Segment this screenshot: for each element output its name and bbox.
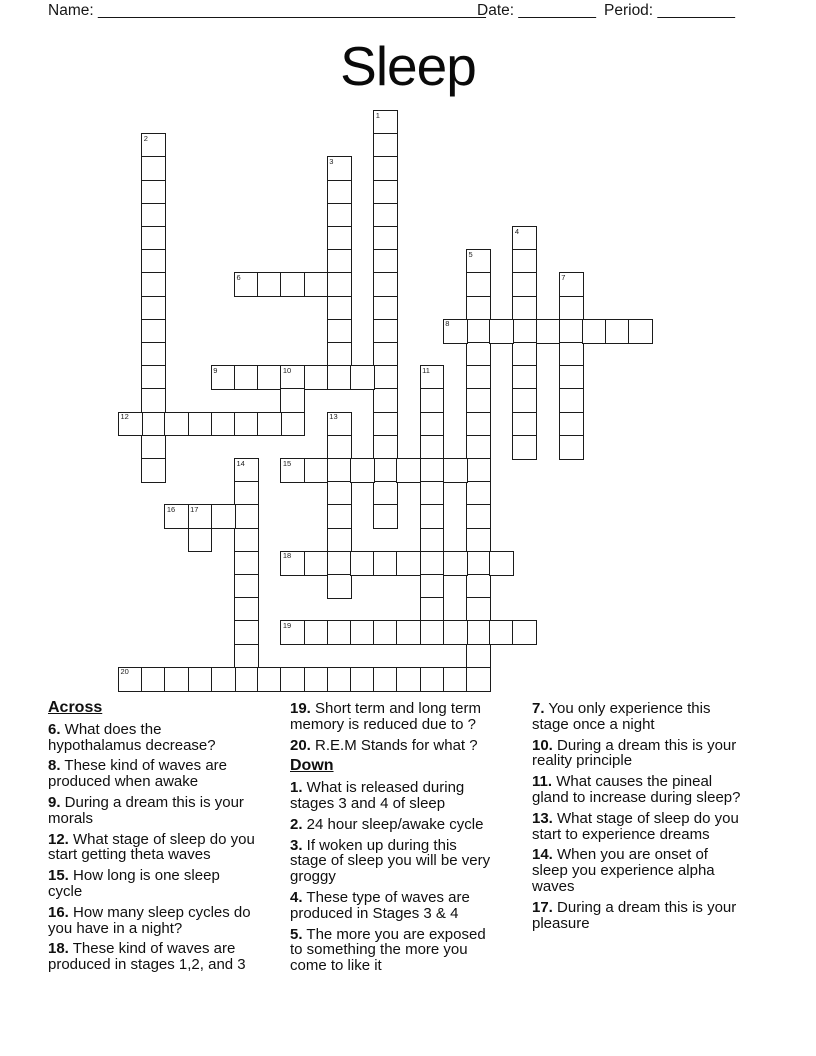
grid-cell[interactable] [466, 597, 491, 622]
grid-cell[interactable] [164, 667, 189, 692]
name-blank[interactable]: _____________________________________________ [97, 2, 486, 19]
grid-cell[interactable] [559, 319, 584, 344]
clue [48, 795, 286, 827]
period-label: Period: [604, 2, 654, 19]
grid-cell[interactable] [466, 504, 491, 529]
grid-cell[interactable] [396, 458, 421, 483]
grid-cell[interactable] [280, 667, 305, 692]
cell-number: 1 [375, 110, 380, 120]
cell-number: 6 [236, 272, 241, 282]
clue-number: 3. [290, 836, 303, 854]
clue-number: 7. [532, 700, 545, 717]
clue-number: 4. [290, 888, 303, 906]
grid-cell[interactable] [350, 365, 375, 390]
clue-text: How long is one sleep cycle [48, 867, 220, 900]
grid-cell[interactable] [141, 458, 166, 483]
grid-cell[interactable] [141, 365, 166, 390]
grid-cell[interactable] [280, 551, 305, 576]
clue [290, 738, 528, 754]
grid-cell[interactable] [512, 620, 537, 645]
grid-cell[interactable] [466, 342, 491, 367]
cell-number: 5 [468, 249, 473, 259]
clue-number: 5. [290, 925, 303, 943]
grid-cell[interactable] [257, 272, 282, 297]
grid-cell[interactable] [234, 644, 259, 669]
grid-cell[interactable] [559, 342, 584, 367]
grid-cell[interactable] [211, 667, 236, 692]
clue-text: What stage of sleep do you start getting theta waves [48, 830, 255, 864]
grid-cell[interactable] [141, 319, 166, 344]
grid-cell[interactable] [327, 180, 352, 205]
cell-number: 19 [282, 620, 292, 630]
grid-cell[interactable] [280, 458, 305, 483]
grid-cell[interactable] [234, 597, 259, 622]
clue [48, 832, 286, 864]
grid-cell[interactable] [420, 528, 445, 553]
grid-cell[interactable] [327, 551, 352, 576]
grid-cell[interactable] [373, 435, 398, 460]
grid-cell[interactable] [443, 551, 468, 576]
clue [532, 847, 774, 894]
grid-cell[interactable] [420, 481, 445, 506]
cell-number: 11 [422, 365, 430, 375]
grid-cell[interactable] [512, 365, 537, 390]
grid-cell[interactable] [373, 620, 398, 645]
grid-cell[interactable] [280, 412, 305, 437]
date-blank[interactable]: _________ [518, 2, 596, 19]
clue [290, 890, 528, 922]
grid-cell[interactable] [559, 412, 584, 437]
grid-cell[interactable] [188, 412, 213, 437]
grid-cell[interactable] [512, 412, 537, 437]
grid-cell[interactable] [327, 458, 352, 483]
grid-cell[interactable] [327, 249, 352, 274]
grid-cell[interactable] [234, 574, 259, 599]
clue-text: What does the hypothalamus decrease? [48, 720, 216, 754]
clue-column [48, 700, 286, 978]
clue-text: What is released during stages 3 and 4 of sleep [290, 779, 465, 812]
name-field [48, 2, 486, 20]
grid-cell[interactable] [466, 365, 491, 390]
clue-text: Short term and long term memory is reduced due to ? [290, 700, 481, 733]
grid-cell[interactable] [257, 412, 282, 437]
cell-number: 10 [282, 365, 292, 375]
grid-cell[interactable] [373, 110, 398, 135]
clue [532, 774, 774, 806]
cell-number: 16 [166, 504, 176, 514]
grid-cell[interactable] [420, 551, 445, 576]
grid-cell[interactable] [304, 272, 329, 297]
clue-number: 11. [532, 773, 553, 791]
clue [532, 738, 774, 770]
grid-cell[interactable] [118, 667, 143, 692]
grid-cell[interactable] [396, 620, 421, 645]
cell-number: 13 [329, 412, 338, 422]
grid-cell[interactable] [188, 504, 213, 529]
name-label: Name: [48, 2, 94, 19]
clue-number: 1. [290, 779, 303, 797]
clue-number: 12. [48, 830, 69, 848]
clue [48, 722, 286, 754]
grid-cell[interactable] [373, 249, 398, 274]
grid-cell[interactable] [234, 504, 259, 529]
clue-number: 13. [532, 809, 553, 827]
grid-cell[interactable] [512, 226, 537, 251]
grid-cell[interactable] [512, 435, 537, 460]
grid-cell[interactable] [327, 156, 352, 181]
grid-cell[interactable] [141, 156, 166, 181]
grid-cell[interactable] [141, 388, 166, 413]
clue [48, 941, 286, 973]
cell-number: 7 [561, 272, 566, 282]
grid-cell[interactable] [420, 365, 445, 390]
grid-cell[interactable] [420, 667, 445, 692]
cell-number: 15 [282, 458, 292, 468]
clue-number: 20. [290, 736, 311, 754]
grid-cell[interactable] [141, 133, 166, 158]
grid-cell[interactable] [466, 620, 491, 645]
cell-number: 2 [143, 133, 148, 143]
grid-cell[interactable] [373, 156, 398, 181]
grid-cell[interactable] [327, 412, 352, 437]
grid-cell[interactable] [327, 481, 352, 506]
grid-cell[interactable] [373, 551, 398, 576]
clue [290, 838, 528, 885]
date-field [477, 2, 596, 20]
grid-cell[interactable] [234, 365, 259, 390]
cell-number: 18 [282, 551, 292, 561]
grid-cell[interactable] [327, 365, 352, 390]
grid-cell[interactable] [234, 528, 259, 553]
grid-cell[interactable] [466, 667, 491, 692]
clue [48, 868, 286, 900]
clue-text: These kind of waves are produced when awake [48, 757, 227, 791]
grid-cell[interactable] [420, 458, 445, 483]
grid-cell[interactable] [373, 272, 398, 297]
grid-cell[interactable] [396, 667, 421, 692]
clue-column [290, 701, 528, 979]
grid-cell[interactable] [420, 574, 445, 599]
grid-cell[interactable] [512, 296, 537, 321]
grid-cell[interactable] [373, 342, 398, 367]
clue-number: 14. [532, 846, 553, 864]
clue-text: During a dream this is your reality principle [532, 736, 737, 770]
grid-cell[interactable] [559, 272, 584, 297]
grid-cell[interactable] [559, 365, 584, 390]
grid-cell[interactable] [466, 272, 491, 297]
grid-cell[interactable] [489, 620, 514, 645]
grid-cell[interactable] [327, 504, 352, 529]
worksheet-title: Sleep [340, 35, 476, 97]
clue [290, 701, 528, 733]
grid-cell[interactable] [327, 226, 352, 251]
grid-cell[interactable] [327, 272, 352, 297]
grid-cell[interactable] [327, 203, 352, 228]
grid-cell[interactable] [257, 667, 282, 692]
grid-cell[interactable] [512, 388, 537, 413]
clue-number: 18. [48, 940, 69, 958]
grid-cell[interactable] [373, 296, 398, 321]
grid-cell[interactable] [141, 296, 166, 321]
grid-cell[interactable] [234, 458, 259, 483]
cell-number: 3 [329, 156, 334, 166]
grid-cell[interactable] [512, 319, 537, 344]
grid-cell[interactable] [350, 458, 375, 483]
grid-cell[interactable] [512, 342, 537, 367]
grid-cell[interactable] [489, 551, 514, 576]
grid-cell[interactable] [466, 388, 491, 413]
grid-cell[interactable] [211, 412, 236, 437]
grid-cell[interactable] [373, 133, 398, 158]
grid-cell[interactable] [466, 249, 491, 274]
down-header: Down [290, 757, 334, 775]
grid-cell[interactable] [582, 319, 607, 344]
clue-text: You only experience this stage once a night [532, 700, 711, 733]
grid-cell[interactable] [373, 226, 398, 251]
grid-cell[interactable] [304, 667, 329, 692]
clue [290, 817, 528, 833]
grid-cell[interactable] [443, 620, 468, 645]
grid-cell[interactable] [350, 620, 375, 645]
grid-cell[interactable] [327, 574, 352, 599]
grid-cell[interactable] [327, 319, 352, 344]
cell-number: 12 [120, 412, 129, 422]
clue-text: If woken up during this stage of sleep you will be very groggy [290, 836, 491, 886]
grid-cell[interactable] [350, 551, 375, 576]
grid-cell[interactable] [188, 528, 213, 553]
grid-cell[interactable] [280, 620, 305, 645]
clue [532, 900, 774, 932]
grid-cell[interactable] [141, 435, 166, 460]
grid-cell[interactable] [443, 458, 468, 483]
grid-cell[interactable] [211, 365, 236, 390]
clue-number: 16. [48, 903, 69, 921]
grid-cell[interactable] [466, 412, 491, 437]
clue-number: 9. [48, 793, 61, 811]
grid-cell[interactable] [188, 667, 213, 692]
grid-cell[interactable] [559, 388, 584, 413]
grid-cell[interactable] [466, 319, 491, 344]
grid-cell[interactable] [234, 481, 259, 506]
grid-cell[interactable] [234, 620, 259, 645]
cell-number: 17 [190, 504, 199, 514]
grid-cell[interactable] [141, 667, 166, 692]
grid-cell[interactable] [466, 458, 491, 483]
clue-text: 24 hour sleep/awake cycle [302, 815, 484, 833]
clue [48, 905, 286, 937]
grid-cell[interactable] [373, 481, 398, 506]
grid-cell[interactable] [628, 319, 653, 344]
grid-cell[interactable] [327, 435, 352, 460]
grid-cell[interactable] [234, 272, 259, 297]
grid-cell[interactable] [420, 435, 445, 460]
cell-number: 4 [514, 226, 520, 236]
clue-text: R.E.M Stands for what ? [310, 736, 478, 754]
grid-cell[interactable] [466, 574, 491, 599]
grid-cell[interactable] [304, 458, 329, 483]
clue-text: During a dream this is your pleasure [532, 898, 737, 932]
clue-number: 2. [290, 815, 303, 833]
clue-number: 17. [532, 898, 553, 916]
grid-cell[interactable] [373, 504, 398, 529]
clue-number: 15. [48, 867, 69, 885]
clue [290, 927, 528, 974]
across-header: Across [48, 699, 103, 716]
grid-cell[interactable] [141, 272, 166, 297]
grid-cell[interactable] [512, 272, 537, 297]
clue-number: 10. [532, 736, 553, 754]
grid-cell[interactable] [420, 597, 445, 622]
clue-number: 19. [290, 700, 311, 717]
grid-cell[interactable] [327, 620, 352, 645]
grid-cell[interactable] [304, 620, 329, 645]
clue [290, 780, 528, 812]
grid-cell[interactable] [164, 504, 189, 529]
grid-cell[interactable] [141, 203, 166, 228]
grid-cell[interactable] [373, 365, 398, 390]
grid-cell[interactable] [327, 296, 352, 321]
grid-cell[interactable] [373, 458, 398, 483]
clue-text: How many sleep cycles do you have in a night? [48, 903, 251, 937]
cell-number: 20 [120, 667, 129, 677]
grid-cell[interactable] [234, 412, 259, 437]
clue-column [532, 701, 774, 936]
clue-text: These kind of waves are produced in stages 1,2, and 3 [48, 940, 246, 974]
grid-cell[interactable] [234, 667, 259, 692]
grid-cell[interactable] [280, 388, 305, 413]
clue-text: These type of waves are produced in Stages 3 & 4 [290, 888, 470, 922]
grid-cell[interactable] [304, 365, 329, 390]
grid-cell[interactable] [327, 342, 352, 367]
grid-cell[interactable] [234, 551, 259, 576]
grid-cell[interactable] [420, 388, 445, 413]
period-blank[interactable]: _________ [657, 2, 736, 19]
clue [532, 701, 774, 733]
grid-cell[interactable] [373, 203, 398, 228]
grid-cell[interactable] [373, 319, 398, 344]
grid-cell[interactable] [327, 528, 352, 553]
clue-text: During a dream this is your morals [48, 793, 244, 827]
grid-cell[interactable] [420, 412, 445, 437]
period-field [604, 2, 735, 20]
date-label: Date: [477, 2, 515, 19]
grid-cell[interactable] [420, 504, 445, 529]
grid-cell[interactable] [211, 504, 236, 529]
grid-cell[interactable] [605, 319, 630, 344]
cell-number: 14 [236, 458, 245, 468]
grid-cell[interactable] [443, 319, 468, 344]
grid-cell[interactable] [466, 435, 491, 460]
grid-cell[interactable] [373, 388, 398, 413]
clue [532, 811, 774, 843]
clue-text: When you are onset of sleep you experience alpha waves [532, 846, 715, 895]
grid-cell[interactable] [304, 551, 329, 576]
grid-cell[interactable] [280, 272, 305, 297]
grid-cell[interactable] [559, 296, 584, 321]
grid-cell[interactable] [559, 435, 584, 460]
grid-cell[interactable] [489, 319, 514, 344]
grid-cell[interactable] [373, 412, 398, 437]
grid-cell[interactable] [141, 342, 166, 367]
grid-cell[interactable] [466, 296, 491, 321]
grid-cell[interactable] [466, 644, 491, 669]
clue-number: 6. [48, 720, 61, 738]
grid-cell[interactable] [420, 620, 445, 645]
grid-cell[interactable] [466, 481, 491, 506]
grid-cell[interactable] [443, 667, 468, 692]
grid-cell[interactable] [257, 365, 282, 390]
grid-cell[interactable] [373, 180, 398, 205]
cell-number: 8 [445, 319, 450, 329]
grid-cell[interactable] [350, 667, 375, 692]
clue-number: 8. [48, 757, 61, 775]
grid-cell[interactable] [141, 249, 166, 274]
grid-cell[interactable] [536, 319, 561, 344]
grid-cell[interactable] [466, 551, 491, 576]
clue [48, 758, 286, 790]
grid-cell[interactable] [141, 226, 166, 251]
grid-cell[interactable] [396, 551, 421, 576]
clue-text: What stage of sleep do you start to experience dreams [532, 809, 739, 843]
clue-text: What causes the pineal gland to increase during sleep? [532, 773, 741, 806]
grid-cell[interactable] [327, 667, 352, 692]
grid-cell[interactable] [373, 667, 398, 692]
cell-number: 9 [213, 365, 218, 375]
grid-cell[interactable] [280, 365, 305, 390]
grid-cell[interactable] [164, 412, 189, 437]
grid-cell[interactable] [466, 528, 491, 553]
grid-cell[interactable] [141, 412, 166, 437]
grid-cell[interactable] [141, 180, 166, 205]
grid-cell[interactable] [118, 412, 143, 437]
clue-text: The more you are exposed to something the more you come to like it [290, 925, 486, 975]
grid-cell[interactable] [512, 249, 537, 274]
